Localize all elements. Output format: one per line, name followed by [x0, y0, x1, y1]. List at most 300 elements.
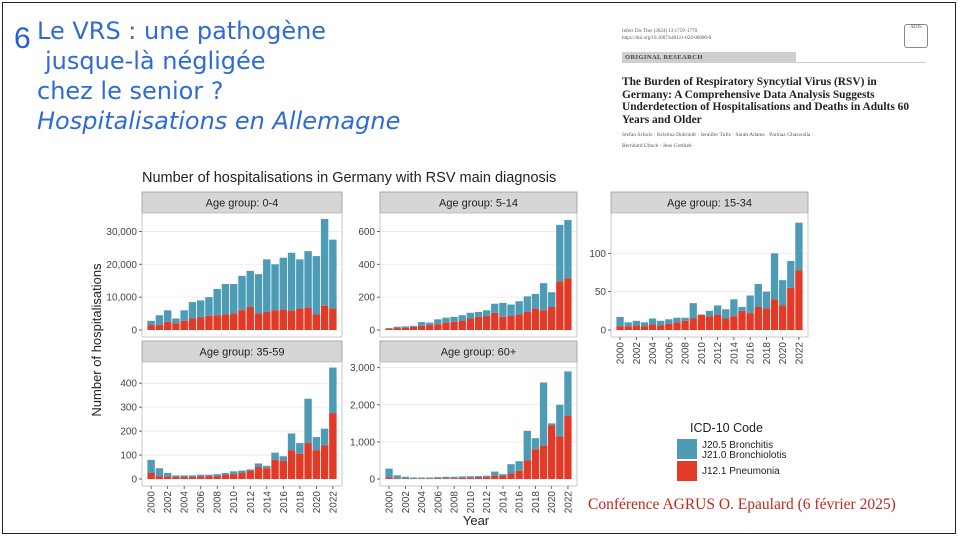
- x-tick-label: 2016: [514, 491, 526, 514]
- bar-bronchitis: [532, 294, 539, 309]
- bar-pneumonia: [156, 325, 163, 330]
- bar-bronchitis: [746, 296, 753, 314]
- bar-pneumonia: [483, 316, 490, 330]
- bar-pneumonia: [499, 476, 506, 479]
- bar-pneumonia: [616, 326, 623, 330]
- legend-title: ICD-10 Code: [690, 421, 763, 435]
- bar-pneumonia: [450, 478, 457, 479]
- y-tick-label: 200: [358, 292, 375, 304]
- bar-pneumonia: [532, 449, 539, 479]
- bar-bronchitis: [410, 326, 417, 327]
- bar-bronchitis: [524, 296, 531, 312]
- bar-pneumonia: [706, 316, 713, 330]
- y-axis-title: Number of hospitalisations: [89, 263, 104, 417]
- bar-pneumonia: [690, 319, 697, 331]
- x-tick-label: 2004: [179, 491, 191, 514]
- bar-bronchitis: [434, 319, 441, 324]
- bar-pneumonia: [147, 473, 154, 479]
- bar-pneumonia: [296, 309, 303, 330]
- bar-bronchitis: [673, 318, 680, 323]
- y-tick-label: 2,000: [349, 400, 375, 412]
- bar-bronchitis: [418, 322, 425, 326]
- bar-pneumonia: [779, 305, 786, 330]
- bar-pneumonia: [515, 471, 522, 479]
- bar-pneumonia: [540, 446, 547, 479]
- y-tick-label: 0: [369, 325, 375, 337]
- y-tick-label: 50: [594, 287, 606, 299]
- legend-key-bronchitis: [677, 439, 697, 459]
- legend-key-pneumonia: [677, 461, 697, 481]
- x-tick-label: 2020: [778, 342, 790, 365]
- bar-pneumonia: [442, 478, 449, 479]
- bar-pneumonia: [238, 310, 245, 330]
- y-tick-label: 400: [120, 378, 137, 390]
- bar-bronchitis: [657, 321, 664, 326]
- y-tick-label: 300: [120, 402, 137, 414]
- bar-bronchitis: [296, 259, 303, 308]
- bar-bronchitis: [515, 461, 522, 471]
- bar-pneumonia: [263, 312, 270, 330]
- bar-pneumonia: [548, 425, 555, 479]
- bar-bronchitis: [255, 463, 262, 467]
- bar-bronchitis: [271, 453, 278, 460]
- bar-pneumonia: [385, 478, 392, 479]
- x-tick-label: 2010: [229, 491, 241, 514]
- paper-meta-citation: Infect Dis Ther (2024) 13:1759–1770: [622, 29, 698, 34]
- bar-pneumonia: [313, 450, 320, 479]
- bar-bronchitis: [164, 310, 171, 322]
- publisher-logo-text: ADIS: [910, 25, 922, 30]
- bar-pneumonia: [280, 461, 287, 479]
- bar-bronchitis: [467, 313, 474, 319]
- bar-bronchitis: [540, 383, 547, 446]
- bar-pneumonia: [524, 460, 531, 479]
- bar-pneumonia: [673, 322, 680, 330]
- y-tick-label: 400: [358, 259, 375, 271]
- bar-pneumonia: [222, 315, 229, 330]
- bar-bronchitis: [459, 315, 466, 321]
- panel-strip-label: Age group: 35-59: [199, 346, 285, 359]
- legend-label: J21.0 Bronchiolotis: [702, 450, 787, 461]
- bar-pneumonia: [280, 310, 287, 330]
- x-tick-label: 2014: [498, 491, 510, 514]
- x-tick-label: 2012: [713, 342, 725, 365]
- bar-pneumonia: [763, 309, 770, 330]
- bar-pneumonia: [698, 315, 705, 330]
- x-tick-label: 2012: [482, 491, 494, 514]
- panel-area: [142, 362, 342, 486]
- bar-pneumonia: [172, 323, 179, 330]
- bar-bronchitis: [665, 319, 672, 324]
- y-tick-label: 10,000: [106, 292, 137, 304]
- bar-bronchitis: [205, 297, 212, 316]
- y-tick-label: 0: [600, 325, 606, 337]
- bar-pneumonia: [491, 476, 498, 479]
- bar-pneumonia: [189, 477, 196, 479]
- bar-bronchitis: [329, 240, 336, 309]
- bar-pneumonia: [180, 477, 187, 479]
- bar-pneumonia: [738, 311, 745, 330]
- bar-bronchitis: [402, 477, 409, 479]
- bar-pneumonia: [556, 436, 563, 479]
- bar-pneumonia: [222, 475, 229, 479]
- bar-pneumonia: [795, 270, 802, 330]
- bar-bronchitis: [524, 431, 531, 461]
- bar-bronchitis: [247, 469, 254, 470]
- paper-section-band: ORIGINAL RESEARCH: [622, 52, 796, 63]
- x-tick-label: 2014: [729, 342, 741, 365]
- bar-bronchitis: [205, 475, 212, 476]
- bar-bronchitis: [180, 310, 187, 321]
- bar-pneumonia: [263, 468, 270, 479]
- bar-bronchitis: [172, 475, 179, 477]
- x-tick-label: 2022: [563, 491, 575, 514]
- bar-bronchitis: [156, 468, 163, 476]
- bar-bronchitis: [491, 472, 498, 476]
- bar-pneumonia: [172, 477, 179, 479]
- bar-pneumonia: [321, 306, 328, 330]
- bar-bronchitis: [214, 289, 221, 315]
- bar-pneumonia: [434, 324, 441, 330]
- bar-bronchitis: [255, 274, 262, 313]
- bar-bronchitis: [641, 322, 648, 326]
- bar-pneumonia: [197, 318, 204, 330]
- bar-bronchitis: [690, 303, 697, 318]
- bar-bronchitis: [329, 368, 336, 414]
- x-tick-label: 2002: [400, 491, 412, 514]
- bar-pneumonia: [459, 321, 466, 330]
- bar-pneumonia: [329, 413, 336, 479]
- bar-bronchitis: [548, 423, 555, 425]
- x-tick-label: 2000: [146, 491, 158, 514]
- bar-pneumonia: [475, 478, 482, 479]
- bar-bronchitis: [483, 476, 490, 477]
- bar-bronchitis: [321, 219, 328, 306]
- bar-bronchitis: [434, 477, 441, 478]
- bar-pneumonia: [247, 307, 254, 330]
- x-tick-label: 2004: [648, 342, 660, 365]
- bar-bronchitis: [385, 328, 392, 329]
- bar-bronchitis: [238, 471, 245, 473]
- title-line-2: jusque-là négligée: [45, 47, 266, 75]
- paper-authors-line-1: Stefan Scholz · Kristina Dobrindt · Jennifer Tufts · Sarah Adams · Parinaz Ghaswalla ·: [622, 132, 814, 138]
- bar-bronchitis: [483, 310, 490, 316]
- bar-pneumonia: [230, 314, 237, 330]
- x-tick-label: 2008: [680, 342, 692, 365]
- y-tick-label: 0: [131, 474, 137, 486]
- x-tick-label: 2002: [163, 491, 175, 514]
- x-tick-label: 2020: [311, 491, 323, 514]
- bar-bronchitis: [296, 443, 303, 454]
- bar-bronchitis: [147, 460, 154, 473]
- y-tick-label: 200: [120, 426, 137, 438]
- bar-pneumonia: [491, 313, 498, 330]
- bar-pneumonia: [746, 313, 753, 330]
- bar-pneumonia: [255, 467, 262, 479]
- x-tick-label: 2008: [449, 491, 461, 514]
- bar-bronchitis: [633, 321, 640, 326]
- bar-pneumonia: [755, 307, 762, 330]
- bar-pneumonia: [556, 282, 563, 330]
- x-tick-label: 2020: [547, 491, 559, 514]
- bar-bronchitis: [189, 302, 196, 318]
- bar-pneumonia: [214, 476, 221, 479]
- bar-pneumonia: [402, 328, 409, 330]
- bar-pneumonia: [771, 299, 778, 330]
- y-tick-label: 30,000: [106, 226, 137, 238]
- panel-area: [380, 362, 577, 486]
- x-tick-label: 2010: [465, 491, 477, 514]
- legend-label: J20.5 Bronchitis: [702, 440, 774, 451]
- bar-bronchitis: [548, 292, 555, 307]
- bar-pneumonia: [681, 321, 688, 330]
- bar-pneumonia: [410, 327, 417, 330]
- bar-pneumonia: [426, 325, 433, 330]
- bar-pneumonia: [442, 323, 449, 330]
- y-tick-label: 100: [120, 450, 137, 462]
- bar-bronchitis: [313, 437, 320, 450]
- bar-pneumonia: [164, 477, 171, 479]
- y-tick-label: 600: [358, 226, 375, 238]
- x-tick-label: 2010: [696, 342, 708, 365]
- bar-bronchitis: [147, 321, 154, 325]
- bar-pneumonia: [450, 322, 457, 330]
- bar-bronchitis: [556, 225, 563, 282]
- bar-pneumonia: [156, 476, 163, 479]
- x-tick-label: 2018: [761, 342, 773, 365]
- bar-bronchitis: [515, 301, 522, 314]
- bar-bronchitis: [238, 276, 245, 311]
- bar-pneumonia: [296, 454, 303, 479]
- bar-pneumonia: [205, 316, 212, 330]
- chart-title: Number of hospitalisations in Germany with RSV main diagnosis: [142, 170, 557, 186]
- bar-bronchitis: [507, 305, 514, 317]
- bar-bronchitis: [755, 284, 762, 307]
- x-tick-label: 2016: [278, 491, 290, 514]
- x-tick-label: 2022: [328, 491, 340, 514]
- bar-bronchitis: [189, 475, 196, 477]
- bar-bronchitis: [394, 327, 401, 328]
- bar-bronchitis: [532, 438, 539, 449]
- bar-bronchitis: [771, 253, 778, 299]
- bar-bronchitis: [180, 475, 187, 477]
- bar-bronchitis: [304, 251, 311, 308]
- bar-bronchitis: [499, 474, 506, 476]
- bar-pneumonia: [532, 309, 539, 330]
- bar-pneumonia: [714, 315, 721, 330]
- x-tick-label: 2000: [615, 342, 627, 365]
- bar-bronchitis: [787, 261, 794, 288]
- slide-number: 6: [14, 22, 31, 55]
- x-tick-label: 2018: [530, 491, 542, 514]
- bar-pneumonia: [665, 324, 672, 330]
- bar-pneumonia: [247, 471, 254, 479]
- y-tick-label: 0: [131, 325, 137, 337]
- bar-pneumonia: [304, 443, 311, 479]
- x-tick-label: 2000: [384, 491, 396, 514]
- bar-pneumonia: [657, 325, 664, 330]
- bar-bronchitis: [681, 318, 688, 321]
- bar-pneumonia: [467, 478, 474, 479]
- bar-bronchitis: [564, 220, 571, 278]
- bar-pneumonia: [329, 309, 336, 330]
- bar-pneumonia: [515, 314, 522, 330]
- title-line-3: chez le senior ?: [37, 77, 224, 105]
- bar-bronchitis: [722, 309, 729, 318]
- bar-bronchitis: [280, 456, 287, 461]
- x-tick-label: 2002: [631, 342, 643, 365]
- bar-bronchitis: [172, 319, 179, 324]
- bar-bronchitis: [410, 478, 417, 479]
- x-tick-label: 2012: [245, 491, 257, 514]
- y-tick-label: 100: [589, 248, 606, 260]
- bar-pneumonia: [722, 319, 729, 331]
- bar-pneumonia: [564, 278, 571, 330]
- x-tick-label: 2022: [794, 342, 806, 365]
- bar-pneumonia: [434, 478, 441, 479]
- bar-bronchitis: [450, 317, 457, 322]
- bar-bronchitis: [459, 476, 466, 477]
- bar-pneumonia: [230, 474, 237, 479]
- bar-pneumonia: [385, 329, 392, 330]
- bar-bronchitis: [385, 469, 392, 478]
- bar-bronchitis: [197, 300, 204, 317]
- bar-bronchitis: [625, 322, 632, 326]
- bar-pneumonia: [507, 473, 514, 479]
- bar-bronchitis: [321, 429, 328, 446]
- bar-pneumonia: [418, 326, 425, 330]
- bar-pneumonia: [394, 478, 401, 479]
- bar-bronchitis: [795, 223, 802, 271]
- panel-strip-label: Age group: 60+: [440, 346, 517, 359]
- bar-bronchitis: [714, 305, 721, 314]
- bar-pneumonia: [147, 325, 154, 330]
- bar-bronchitis: [556, 405, 563, 437]
- bar-bronchitis: [402, 326, 409, 327]
- panel-strip-label: Age group: 5-14: [439, 197, 518, 210]
- bar-bronchitis: [475, 476, 482, 477]
- bar-bronchitis: [313, 256, 320, 314]
- bar-pneumonia: [730, 316, 737, 330]
- bar-bronchitis: [507, 464, 514, 473]
- bar-pneumonia: [649, 325, 656, 330]
- bar-bronchitis: [649, 319, 656, 325]
- bar-bronchitis: [426, 478, 433, 479]
- bar-pneumonia: [255, 314, 262, 330]
- bar-pneumonia: [402, 478, 409, 479]
- x-tick-label: 2018: [295, 491, 307, 514]
- bar-bronchitis: [738, 307, 745, 311]
- bar-bronchitis: [763, 292, 770, 309]
- x-tick-label: 2006: [433, 491, 445, 514]
- paper-title: The Burden of Respiratory Syncytial Virus (RSV) in Germany: A Comprehensive Data Analysis Suggests Underdetection of Hospitalisations and Deaths in Adults 60 Years and Older: [622, 76, 910, 126]
- bar-pneumonia: [313, 314, 320, 330]
- bar-bronchitis: [564, 371, 571, 416]
- y-tick-label: 1,000: [349, 437, 375, 449]
- bar-pneumonia: [271, 310, 278, 330]
- bar-pneumonia: [205, 476, 212, 479]
- bar-bronchitis: [616, 317, 623, 326]
- bar-bronchitis: [450, 477, 457, 478]
- bar-bronchitis: [706, 311, 713, 316]
- bar-bronchitis: [156, 315, 163, 325]
- bar-pneumonia: [564, 416, 571, 479]
- bar-pneumonia: [459, 478, 466, 479]
- bar-bronchitis: [214, 474, 221, 476]
- bar-bronchitis: [426, 323, 433, 325]
- paper-meta-doi: https://doi.org/10.1007/s40121-024-00000-0: [622, 36, 712, 41]
- bar-bronchitis: [442, 477, 449, 478]
- title-line-1: Le VRS : une pathogène: [37, 17, 327, 45]
- bar-pneumonia: [524, 312, 531, 330]
- panel-strip-label: Age group: 15-34: [666, 197, 753, 210]
- bar-pneumonia: [394, 328, 401, 330]
- bar-pneumonia: [467, 319, 474, 331]
- bar-bronchitis: [197, 475, 204, 477]
- bar-bronchitis: [442, 318, 449, 323]
- bar-bronchitis: [230, 471, 237, 474]
- bar-bronchitis: [467, 476, 474, 477]
- bar-pneumonia: [548, 307, 555, 330]
- x-tick-label: 2004: [417, 491, 429, 514]
- x-tick-label: 2016: [745, 342, 757, 365]
- bar-pneumonia: [288, 450, 295, 479]
- bar-bronchitis: [222, 284, 229, 315]
- bar-pneumonia: [238, 473, 245, 479]
- bar-bronchitis: [164, 473, 171, 477]
- bar-bronchitis: [271, 264, 278, 310]
- bar-bronchitis: [288, 433, 295, 450]
- panel-strip-label: Age group: 0-4: [205, 197, 279, 210]
- legend-label: J12.1 Pneumonia: [702, 466, 780, 477]
- bar-bronchitis: [730, 299, 737, 316]
- bar-bronchitis: [418, 478, 425, 479]
- x-tick-label: 2014: [262, 491, 274, 514]
- x-axis-title: Year: [462, 513, 490, 528]
- bar-pneumonia: [271, 460, 278, 479]
- bar-pneumonia: [641, 326, 648, 330]
- bar-pneumonia: [625, 326, 632, 330]
- x-tick-label: 2006: [196, 491, 208, 514]
- bar-bronchitis: [263, 259, 270, 312]
- x-tick-label: 2006: [664, 342, 676, 365]
- bar-bronchitis: [779, 280, 786, 305]
- x-tick-label: 2008: [212, 491, 224, 514]
- bar-pneumonia: [633, 325, 640, 330]
- bar-bronchitis: [499, 303, 506, 317]
- bar-pneumonia: [164, 322, 171, 330]
- bar-pneumonia: [540, 310, 547, 330]
- bar-bronchitis: [230, 284, 237, 314]
- bar-bronchitis: [280, 258, 287, 310]
- bar-pneumonia: [189, 319, 196, 331]
- bar-pneumonia: [214, 315, 221, 330]
- bar-pneumonia: [197, 477, 204, 479]
- bar-bronchitis: [247, 271, 254, 307]
- bar-bronchitis: [394, 475, 401, 478]
- bar-pneumonia: [288, 311, 295, 330]
- bar-pneumonia: [321, 445, 328, 479]
- bar-bronchitis: [263, 466, 270, 468]
- y-tick-label: 20,000: [106, 259, 137, 271]
- bar-bronchitis: [491, 304, 498, 313]
- bar-bronchitis: [304, 399, 311, 443]
- paper-authors-line-2: Bernhard Ultsch · Jens Gottlieb: [622, 143, 692, 149]
- bar-pneumonia: [787, 288, 794, 330]
- slide-subtitle: Hospitalisations en Allemagne: [37, 107, 401, 135]
- bar-pneumonia: [507, 316, 514, 330]
- y-tick-label: 3,000: [349, 363, 375, 375]
